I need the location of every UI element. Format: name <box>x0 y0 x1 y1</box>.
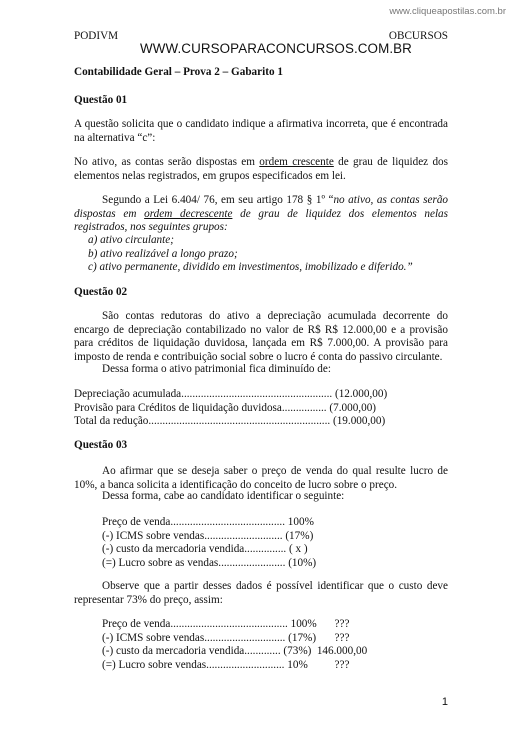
q3-paragraph-1: Ao afirmar que se deseja saber o preço de venda do qual resulte lucro de 10%, a banca solicita a identificação do conceito de lucro sobre o preço. <box>74 465 448 491</box>
watermark: www.cliqueapostilas.com.br <box>389 6 506 17</box>
q2-paragraph-2: Dessa forma o ativo patrimonial fica diminuído de: <box>102 363 331 375</box>
table-row: (-) custo da mercadoria vendida............. (73%) <box>102 645 312 658</box>
table-row: (-) ICMS sobre vendas............................. (17%) <box>102 631 317 644</box>
q3-heading: Questão 03 <box>74 439 128 451</box>
list-item: (-) custo da mercadoria vendida............... ( x ) <box>102 543 308 556</box>
q3-table-2-values <box>312 618 372 672</box>
q2-paragraph-1: São contas redutoras do ativo a depreciação acumulada decorrente do encargo de depreciação contabilizado no valor de R$ R$ 12.000,00 e a provisão para créditos de liquidação duvidosa, lançada em R$ 7.000,00. A provisão para imposto de renda e contribuição social sobre o lucro é conta do passivo circulante. <box>74 310 448 363</box>
list-item: b) ativo realizável a longo prazo; <box>88 247 238 260</box>
header-right: OBCURSOS <box>388 30 448 42</box>
list-item: Depreciação acumulada...................................................... (12.000,00) <box>74 388 388 400</box>
list-item: Preço de venda......................................... 100% <box>102 516 314 528</box>
header-left: PODIVM <box>74 30 119 42</box>
header-url: WWW.CURSOPARACONCURSOS.COM.BR <box>140 41 412 56</box>
q3-table-1 <box>102 516 316 570</box>
list-item: (-) ICMS sobre vendas............................ (17%) <box>102 529 314 542</box>
table-cell: ??? <box>334 658 350 671</box>
q1-paragraph-2: No ativo, as contas serão dispostas em ordem crescente de grau de liquidez dos elementos nelas registrados, em grupos especificados em lei. <box>74 156 448 182</box>
list-item: c) ativo permanente, dividido em investimentos, imobilizado e diferido.” <box>88 261 413 274</box>
q2-reduction-list <box>74 388 387 429</box>
list-item: (=) Lucro sobre as vendas........................ (10%) <box>102 556 317 569</box>
q1-paragraph-3: Segundo a Lei 6.404/ 76, em seu artigo 178 § 1º “no ativo, as contas serão dispostas em ordem decrescente de grau de liquidez dos elementos nelas registrados, nos seguintes grupos: <box>74 194 449 234</box>
list-item: Total da redução................................................................. (19.000,00) <box>74 415 386 428</box>
table-cell: ??? <box>334 631 350 644</box>
table-row: (=) Lucro sobre vendas............................ 10% <box>102 658 308 671</box>
q1-list <box>88 234 413 275</box>
table-cell: 146.000,00 <box>316 645 368 658</box>
q3-paragraph-2: Dessa forma, cabe ao candidato identificar o seguinte: <box>102 490 345 502</box>
q2-heading: Questão 02 <box>74 286 128 298</box>
list-item: Provisão para Créditos de liquidação duvidosa................ (7.000,00) <box>74 401 377 414</box>
list-item: a) ativo circulante; <box>88 234 174 246</box>
doc-title: Contabilidade Geral – Prova 2 – Gabarito 1 <box>74 66 283 78</box>
page-number: 1 <box>441 696 448 708</box>
q3-paragraph-3: Observe que a partir desses dados é possível identificar que o custo deve representar 73% do preço, assim: <box>74 580 448 606</box>
q3-table-2 <box>102 618 317 672</box>
q1-paragraph-1: A questão solicita que o candidato indique a afirmativa incorreta, que é encontrada na alternativa “c”: <box>74 118 448 144</box>
table-row: Preço de venda.......................................... 100% <box>102 618 317 630</box>
q1-heading: Questão 01 <box>74 94 128 106</box>
table-cell: ??? <box>334 618 350 630</box>
